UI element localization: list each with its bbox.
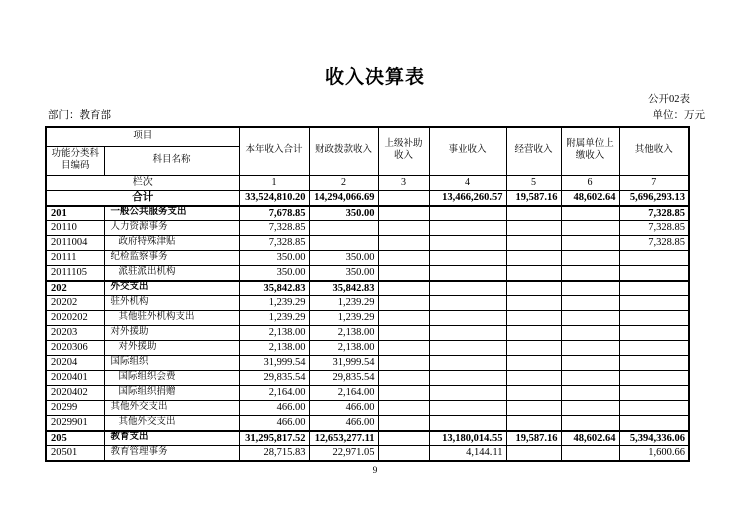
value-cell bbox=[378, 401, 429, 416]
value-cell: 1,600.66 bbox=[619, 446, 689, 461]
value-cell bbox=[429, 236, 506, 251]
value-cell: 31,999.54 bbox=[239, 356, 309, 371]
value-cell bbox=[378, 416, 429, 431]
value-cell bbox=[506, 356, 561, 371]
value-cell bbox=[561, 371, 619, 386]
value-cell: 5,394,336.06 bbox=[619, 431, 689, 446]
subject-name-cell: 对外援助 bbox=[104, 341, 239, 356]
value-cell bbox=[378, 446, 429, 461]
value-cell bbox=[506, 221, 561, 236]
value-cell: 29,835.54 bbox=[239, 371, 309, 386]
value-cell bbox=[378, 266, 429, 281]
value-cell: 2,164.00 bbox=[309, 386, 378, 401]
value-cell bbox=[506, 251, 561, 266]
function-code-cell: 2020306 bbox=[46, 341, 104, 356]
table-row bbox=[46, 251, 689, 266]
value-cell bbox=[506, 281, 561, 296]
value-cell: 2,138.00 bbox=[309, 341, 378, 356]
rank-label: 栏次 bbox=[46, 175, 239, 191]
value-cell: 7,328.85 bbox=[239, 221, 309, 236]
value-cell bbox=[378, 386, 429, 401]
header-row-rank bbox=[46, 175, 689, 191]
rank-number: 7 bbox=[619, 175, 689, 191]
function-code-cell: 20110 bbox=[46, 221, 104, 236]
value-cell: 12,653,277.11 bbox=[309, 431, 378, 446]
value-cell: 2,138.00 bbox=[309, 326, 378, 341]
function-code-cell: 2011004 bbox=[46, 236, 104, 251]
value-cell bbox=[429, 221, 506, 236]
subject-name-cell: 政府特殊津贴 bbox=[104, 236, 239, 251]
table-row bbox=[46, 401, 689, 416]
value-cell: 466.00 bbox=[239, 416, 309, 431]
table-row bbox=[46, 386, 689, 401]
table-row bbox=[46, 266, 689, 281]
value-cell bbox=[506, 296, 561, 311]
value-cell: 7,328.85 bbox=[239, 236, 309, 251]
function-code-cell: 20202 bbox=[46, 296, 104, 311]
value-cell: 466.00 bbox=[309, 416, 378, 431]
rank-number: 5 bbox=[506, 175, 561, 191]
value-cell: 29,835.54 bbox=[309, 371, 378, 386]
value-cell bbox=[429, 371, 506, 386]
column-header-fiscal-appropriation: 财政拨款收入 bbox=[309, 127, 378, 175]
value-cell bbox=[429, 311, 506, 326]
value-cell bbox=[619, 386, 689, 401]
value-cell bbox=[429, 266, 506, 281]
table-row bbox=[46, 221, 689, 236]
revenue-table bbox=[45, 126, 690, 462]
value-cell bbox=[561, 206, 619, 221]
value-cell bbox=[429, 281, 506, 296]
subject-name-cell: 其他驻外机构支出 bbox=[104, 311, 239, 326]
total-value: 19,587.16 bbox=[506, 191, 561, 206]
header-subject-name: 科目名称 bbox=[104, 146, 239, 175]
value-cell bbox=[506, 206, 561, 221]
table-row bbox=[46, 416, 689, 431]
table-row bbox=[46, 206, 689, 221]
value-cell: 28,715.83 bbox=[239, 446, 309, 461]
total-value: 14,294,066.69 bbox=[309, 191, 378, 206]
department-label: 部门：教育部 bbox=[48, 110, 111, 121]
value-cell bbox=[378, 326, 429, 341]
value-cell: 350.00 bbox=[309, 266, 378, 281]
subject-name-cell: 对外援助 bbox=[104, 326, 239, 341]
value-cell bbox=[561, 281, 619, 296]
value-cell bbox=[619, 371, 689, 386]
function-code-cell: 20204 bbox=[46, 356, 104, 371]
function-code-cell: 20203 bbox=[46, 326, 104, 341]
value-cell bbox=[378, 431, 429, 446]
value-cell bbox=[378, 221, 429, 236]
value-cell bbox=[619, 266, 689, 281]
value-cell bbox=[429, 401, 506, 416]
value-cell: 1,239.29 bbox=[239, 296, 309, 311]
table-body bbox=[46, 191, 689, 461]
rank-number: 6 bbox=[561, 175, 619, 191]
value-cell: 466.00 bbox=[309, 401, 378, 416]
subject-name-cell: 一般公共服务支出 bbox=[104, 206, 239, 221]
function-code-cell: 2011105 bbox=[46, 266, 104, 281]
function-code-cell: 2029901 bbox=[46, 416, 104, 431]
header-function-code: 功能分类科目编码 bbox=[46, 146, 104, 175]
value-cell bbox=[309, 236, 378, 251]
total-value: 5,696,293.13 bbox=[619, 191, 689, 206]
value-cell: 350.00 bbox=[309, 251, 378, 266]
value-cell bbox=[506, 401, 561, 416]
function-code-cell: 201 bbox=[46, 206, 104, 221]
form-code-label: 公开02表 bbox=[648, 94, 690, 105]
value-cell bbox=[561, 446, 619, 461]
value-cell: 466.00 bbox=[239, 401, 309, 416]
value-cell bbox=[619, 341, 689, 356]
meta-line bbox=[48, 107, 705, 122]
page-number: 9 bbox=[372, 466, 378, 476]
table-row bbox=[46, 236, 689, 251]
value-cell: 7,678.85 bbox=[239, 206, 309, 221]
table-row bbox=[46, 296, 689, 311]
value-cell: 7,328.85 bbox=[619, 206, 689, 221]
value-cell bbox=[561, 356, 619, 371]
column-header-superior-subsidy: 上级补助收入 bbox=[378, 127, 429, 175]
value-cell bbox=[619, 296, 689, 311]
value-cell: 13,180,014.55 bbox=[429, 431, 506, 446]
table-row bbox=[46, 356, 689, 371]
value-cell bbox=[619, 326, 689, 341]
value-cell: 7,328.85 bbox=[619, 236, 689, 251]
value-cell bbox=[561, 296, 619, 311]
unit-label: 单位：万元 bbox=[652, 110, 705, 121]
header-row-item bbox=[46, 127, 689, 146]
value-cell bbox=[506, 236, 561, 251]
value-cell bbox=[506, 446, 561, 461]
value-cell bbox=[429, 341, 506, 356]
value-cell bbox=[561, 236, 619, 251]
value-cell bbox=[378, 371, 429, 386]
rank-number: 4 bbox=[429, 175, 506, 191]
value-cell bbox=[506, 386, 561, 401]
value-cell bbox=[378, 206, 429, 221]
value-cell: 1,239.29 bbox=[239, 311, 309, 326]
value-cell bbox=[506, 311, 561, 326]
value-cell bbox=[506, 371, 561, 386]
value-cell bbox=[619, 251, 689, 266]
subject-name-cell: 其他外交支出 bbox=[104, 401, 239, 416]
total-row bbox=[46, 191, 689, 206]
value-cell bbox=[429, 326, 506, 341]
total-value: 13,466,260.57 bbox=[429, 191, 506, 206]
value-cell: 2,164.00 bbox=[239, 386, 309, 401]
value-cell bbox=[506, 326, 561, 341]
value-cell bbox=[309, 221, 378, 236]
value-cell bbox=[429, 386, 506, 401]
value-cell bbox=[378, 341, 429, 356]
value-cell: 22,971.05 bbox=[309, 446, 378, 461]
value-cell bbox=[619, 281, 689, 296]
function-code-cell: 20299 bbox=[46, 401, 104, 416]
function-code-cell: 205 bbox=[46, 431, 104, 446]
table-row bbox=[46, 281, 689, 296]
value-cell bbox=[561, 341, 619, 356]
value-cell bbox=[561, 386, 619, 401]
subject-name-cell: 其他外交支出 bbox=[104, 416, 239, 431]
rank-number: 3 bbox=[378, 175, 429, 191]
table-row bbox=[46, 326, 689, 341]
value-cell: 2,138.00 bbox=[239, 326, 309, 341]
column-header-operating-income: 经营收入 bbox=[506, 127, 561, 175]
subject-name-cell: 外交支出 bbox=[104, 281, 239, 296]
column-header-affiliated-units: 附属单位上缴收入 bbox=[561, 127, 619, 175]
function-code-cell: 2020401 bbox=[46, 371, 104, 386]
value-cell bbox=[506, 266, 561, 281]
value-cell bbox=[561, 326, 619, 341]
column-header-other-income: 其他收入 bbox=[619, 127, 689, 175]
table-row bbox=[46, 446, 689, 461]
value-cell bbox=[378, 296, 429, 311]
value-cell bbox=[378, 311, 429, 326]
value-cell bbox=[619, 311, 689, 326]
value-cell bbox=[429, 416, 506, 431]
subject-name-cell: 国际组织 bbox=[104, 356, 239, 371]
value-cell bbox=[378, 236, 429, 251]
rank-number: 1 bbox=[239, 175, 309, 191]
subject-name-cell: 国际组织捐赠 bbox=[104, 386, 239, 401]
value-cell bbox=[619, 416, 689, 431]
value-cell: 35,842.83 bbox=[239, 281, 309, 296]
value-cell: 350.00 bbox=[239, 251, 309, 266]
rank-number: 2 bbox=[309, 175, 378, 191]
value-cell: 1,239.29 bbox=[309, 296, 378, 311]
value-cell bbox=[506, 341, 561, 356]
value-cell: 1,239.29 bbox=[309, 311, 378, 326]
table-row bbox=[46, 311, 689, 326]
value-cell bbox=[561, 416, 619, 431]
column-header-total-income: 本年收入合计 bbox=[239, 127, 309, 175]
value-cell: 35,842.83 bbox=[309, 281, 378, 296]
value-cell bbox=[561, 311, 619, 326]
subject-name-cell: 国际组织会费 bbox=[104, 371, 239, 386]
subject-name-cell: 纪检监察事务 bbox=[104, 251, 239, 266]
function-code-cell: 2020202 bbox=[46, 311, 104, 326]
value-cell: 4,144.11 bbox=[429, 446, 506, 461]
value-cell: 7,328.85 bbox=[619, 221, 689, 236]
value-cell: 350.00 bbox=[309, 206, 378, 221]
value-cell bbox=[561, 251, 619, 266]
value-cell: 350.00 bbox=[239, 266, 309, 281]
value-cell bbox=[429, 206, 506, 221]
subject-name-cell: 人力资源事务 bbox=[104, 221, 239, 236]
value-cell bbox=[378, 356, 429, 371]
value-cell: 48,602.64 bbox=[561, 431, 619, 446]
total-value: 33,524,810.20 bbox=[239, 191, 309, 206]
value-cell bbox=[561, 221, 619, 236]
value-cell bbox=[429, 251, 506, 266]
total-value bbox=[378, 191, 429, 206]
function-code-cell: 202 bbox=[46, 281, 104, 296]
value-cell bbox=[619, 401, 689, 416]
total-value: 48,602.64 bbox=[561, 191, 619, 206]
subject-name-cell: 派驻派出机构 bbox=[104, 266, 239, 281]
value-cell: 19,587.16 bbox=[506, 431, 561, 446]
value-cell bbox=[506, 416, 561, 431]
value-cell bbox=[561, 401, 619, 416]
value-cell bbox=[378, 281, 429, 296]
table-row bbox=[46, 431, 689, 446]
value-cell: 2,138.00 bbox=[239, 341, 309, 356]
table-row bbox=[46, 341, 689, 356]
value-cell bbox=[561, 266, 619, 281]
value-cell bbox=[378, 251, 429, 266]
value-cell bbox=[429, 356, 506, 371]
value-cell bbox=[619, 356, 689, 371]
page-title: 收入决算表 bbox=[324, 67, 425, 88]
subject-name-cell: 教育管理事务 bbox=[104, 446, 239, 461]
function-code-cell: 2020402 bbox=[46, 386, 104, 401]
total-label: 合计 bbox=[46, 191, 239, 206]
column-header-business-income: 事业收入 bbox=[429, 127, 506, 175]
header-item: 项目 bbox=[46, 127, 239, 146]
value-cell: 31,999.54 bbox=[309, 356, 378, 371]
table-row bbox=[46, 371, 689, 386]
value-cell bbox=[429, 296, 506, 311]
function-code-cell: 20501 bbox=[46, 446, 104, 461]
function-code-cell: 20111 bbox=[46, 251, 104, 266]
subject-name-cell: 教育支出 bbox=[104, 431, 239, 446]
subject-name-cell: 驻外机构 bbox=[104, 296, 239, 311]
value-cell: 31,295,817.52 bbox=[239, 431, 309, 446]
